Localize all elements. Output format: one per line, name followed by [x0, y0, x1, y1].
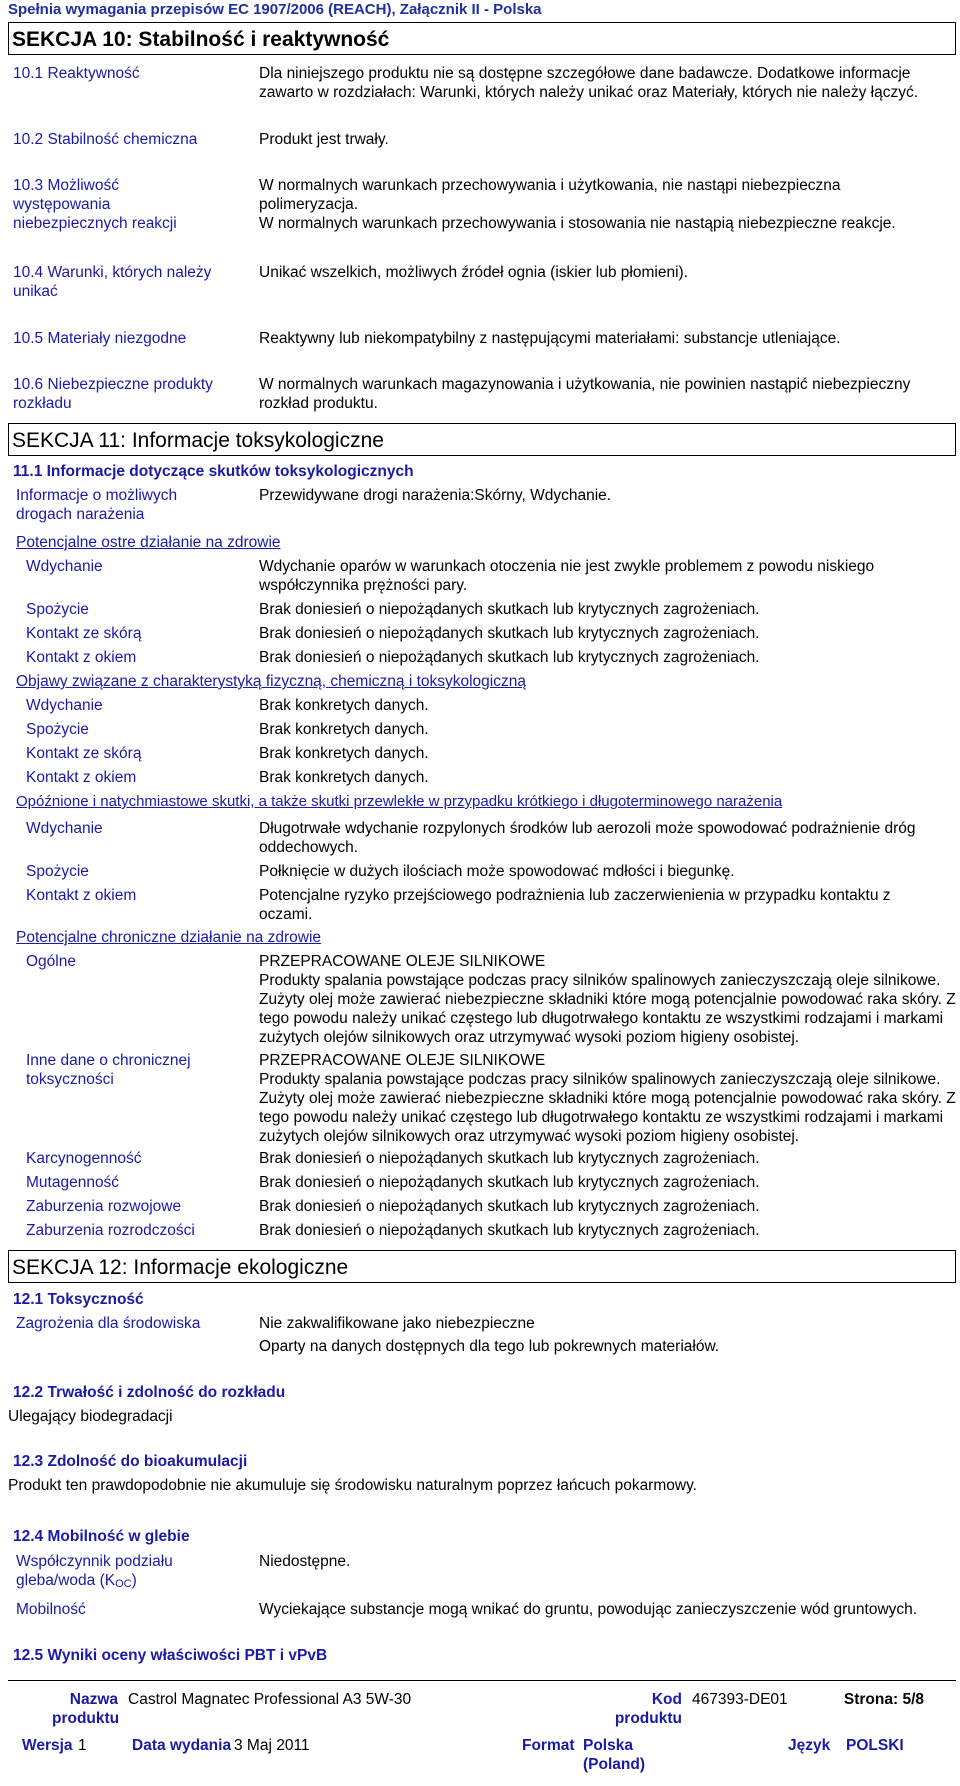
acute-skin-text: Brak doniesień o niepożądanych skutkach lub krytycznych zagrożeniach.	[259, 625, 760, 642]
chronic-effects-title: Potencjalne chroniczne działanie na zdrowie	[16, 929, 322, 946]
persistence-subheading: 12.2 Trwałość i zdolność do rozkładu	[13, 1384, 286, 1401]
developmental-effects-text: Brak doniesień o niepożądanych skutkach lub krytycznych zagrożeniach.	[259, 1198, 760, 1215]
mobility-label: Mobilność	[16, 1601, 86, 1618]
koc-text: Niedostępne.	[259, 1553, 351, 1570]
mobility-text: Wyciekające substancje mogą wnikać do gruntu, powodując zanieczyszczenie wód gruntowych.	[259, 1601, 918, 1618]
persistence-text: Ulegający biodegradacji	[8, 1408, 173, 1425]
acute-ingestion-label: Spożycie	[26, 601, 89, 618]
fertility-effects-label: Zaburzenia rozrodczości	[26, 1222, 195, 1239]
bioaccumulation-subheading: 12.3 Zdolność do bioakumulacji	[13, 1453, 248, 1470]
footer-product-code: 467393-DE01	[692, 1691, 788, 1708]
conditions-to-avoid-text: Unikać wszelkich, możliwych źródeł ognia (iskier lub płomieni).	[259, 264, 688, 281]
footer-version-label: Wersja	[22, 1737, 73, 1754]
delayed-ingestion-text: Połknięcie w dużych ilościach może spowodować mdłości i biegunkę.	[259, 863, 735, 880]
mutagenicity-text: Brak doniesień o niepożądanych skutkach lub krytycznych zagrożeniach.	[259, 1174, 760, 1191]
symptoms-eye-label: Kontakt z okiem	[26, 769, 137, 786]
environmental-hazards-label: Zagrożenia dla środowiska	[16, 1315, 201, 1332]
footer-language: POLSKI	[846, 1737, 904, 1754]
delayed-eye-label: Kontakt z okiem	[26, 887, 137, 904]
symptoms-ingestion-label: Spożycie	[26, 721, 89, 738]
hazardous-reactions-text-1: W normalnych warunkach przechowywania i użytkowania, nie nastąpi niebezpieczna polimeryzacja.	[259, 177, 841, 213]
footer-page-number: Strona: 5/8	[843, 1691, 924, 1708]
acute-skin-label: Kontakt ze skórą	[26, 625, 142, 642]
chronic-general-heading: PRZEPRACOWANE OLEJE SILNIKOWE	[259, 953, 546, 970]
symptoms-skin-label: Kontakt ze skórą	[26, 745, 142, 762]
acute-inhalation-label: Wdychanie	[26, 558, 103, 575]
soil-mobility-subheading: 12.4 Mobilność w glebie	[13, 1528, 190, 1545]
stability-text: Produkt jest trwały.	[259, 131, 389, 148]
environmental-hazards-text-2: Oparty na danych dostępnych dla tego lub pokrewnych materiałów.	[259, 1338, 720, 1355]
symptoms-title: Objawy związane z charakterystyką fizyczną, chemiczną i toksykologiczną	[16, 673, 526, 690]
stability-label: 10.2 Stabilność chemiczna	[13, 131, 198, 148]
document-header: Spełnia wymagania przepisów EC 1907/2006 (REACH), Załącznik II - Polska	[8, 1, 542, 18]
footer-date: 3 Maj 2011	[234, 1737, 310, 1754]
mutagenicity-label: Mutagenność	[26, 1174, 120, 1191]
carcinogenicity-label: Karcynogenność	[26, 1150, 142, 1167]
decomposition-products-text: W normalnych warunkach magazynowania i użytkowania, nie powinien nastąpić niebezpieczny rozkład produktu.	[259, 376, 911, 412]
footer-product-name-label: Nazwa produktu	[52, 1691, 120, 1727]
footer-version: 1	[78, 1737, 87, 1754]
delayed-effects-title: Opóźnione i natychmiastowe skutki, a także skutki przewlekłe w przypadku krótkiego i długoterminowego narażenia	[16, 793, 783, 810]
footer-date-label: Data wydania	[132, 1737, 232, 1754]
footer-language-label: Język	[788, 1737, 831, 1754]
hazardous-reactions-label: 10.3 Możliwość występowania niebezpiecznych reakcji	[13, 177, 177, 232]
reactivity-text: Dla niniejszego produktu nie są dostępne szczegółowe dane badawcze. Dodatkowe informacje zawarto w rozdziałach: Warunki, których należy unikać oraz Materiały, których nie należy łączyć.	[259, 65, 918, 101]
footer-product-code-label: Kod produktu	[614, 1691, 682, 1727]
footer-format: Polska (Poland)	[583, 1737, 645, 1773]
toxicity-subheading: 12.1 Toksyczność	[13, 1291, 144, 1308]
symptoms-ingestion-text: Brak konkretych danych.	[259, 721, 429, 738]
exposure-routes-text: Przewidywane drogi narażenia:Skórny, Wdychanie.	[259, 487, 612, 504]
footer-divider	[8, 1680, 956, 1681]
hazardous-reactions-text-2: W normalnych warunkach przechowywania i stosowania nie nastąpią niebezpieczne reakcje.	[259, 215, 896, 232]
delayed-inhalation-text: Długotrwałe wdychanie rozpylonych środków lub aerozoli może spowodować podrażnienie dróg oddechowych.	[259, 820, 916, 856]
chronic-other-heading: PRZEPRACOWANE OLEJE SILNIKOWE	[259, 1052, 546, 1069]
symptoms-inhalation-label: Wdychanie	[26, 697, 103, 714]
acute-effects-title: Potencjalne ostre działanie na zdrowie	[16, 534, 281, 551]
symptoms-eye-text: Brak konkretych danych.	[259, 769, 429, 786]
acute-eye-label: Kontakt z okiem	[26, 649, 137, 666]
incompatible-materials-label: 10.5 Materiały niezgodne	[13, 330, 187, 347]
delayed-inhalation-label: Wdychanie	[26, 820, 103, 837]
developmental-effects-label: Zaburzenia rozwojowe	[26, 1198, 182, 1215]
carcinogenicity-text: Brak doniesień o niepożądanych skutkach lub krytycznych zagrożeniach.	[259, 1150, 760, 1167]
section-10-title: SEKCJA 10: Stabilność i reaktywność	[8, 22, 956, 55]
footer-format-label: Format	[522, 1737, 575, 1754]
acute-inhalation-text: Wdychanie oparów w warunkach otoczenia nie jest zwykle problemem z powodu niskiego współczynnika prężności pary.	[259, 558, 875, 594]
conditions-to-avoid-label: 10.4 Warunki, których należy unikać	[13, 264, 212, 300]
fertility-effects-text: Brak doniesień o niepożądanych skutkach lub krytycznych zagrożeniach.	[259, 1222, 760, 1239]
section-11-title: SEKCJA 11: Informacje toksykologiczne	[8, 423, 956, 456]
bioaccumulation-text: Produkt ten prawdopodobnie nie akumuluje się środowisku naturalnym poprzez łańcuch pokarmowy.	[8, 1477, 697, 1494]
chronic-general-label: Ogólne	[26, 953, 76, 970]
chronic-other-label: Inne dane o chronicznej toksyczności	[26, 1052, 191, 1088]
incompatible-materials-text: Reaktywny lub niekompatybilny z następującymi materiałami: substancje utleniające.	[259, 330, 841, 347]
delayed-eye-text: Potencjalne ryzyko przejściowego podrażnienia lub zaczerwienienia w przypadku kontaktu z oczami.	[259, 887, 891, 923]
decomposition-products-label: 10.6 Niebezpieczne produkty rozkładu	[13, 376, 213, 412]
symptoms-inhalation-text: Brak konkretych danych.	[259, 697, 429, 714]
footer-product-name: Castrol Magnatec Professional A3 5W-30	[128, 1691, 412, 1708]
environmental-hazards-text-1: Nie zakwalifikowane jako niebezpieczne	[259, 1315, 535, 1332]
acute-eye-text: Brak doniesień o niepożądanych skutkach lub krytycznych zagrożeniach.	[259, 649, 760, 666]
koc-label: Współczynnik podziału gleba/woda (KOC)	[16, 1553, 173, 1590]
section-12-title: SEKCJA 12: Informacje ekologiczne	[8, 1250, 956, 1283]
chronic-general-text: Produkty spalania powstające podczas pracy silników spalinowych zanieczyszczają oleje silnikowe. Zużyty olej może zawierać niebezpieczne składniki które mogą potencjalnie powodować raka skóry. Z tego powodu należy unikać częstego lub długotrwałego kontaktu ze wszystkimi rodzajami i markami zużytych olejów silnikowych oraz utrzymywać wysoki poziom higieny osobistej.	[259, 972, 956, 1046]
acute-ingestion-text: Brak doniesień o niepożądanych skutkach lub krytycznych zagrożeniach.	[259, 601, 760, 618]
exposure-routes-label: Informacje o możliwych drogach narażenia	[16, 487, 178, 523]
toxicology-subheading: 11.1 Informacje dotyczące skutków toksykologicznych	[13, 463, 414, 480]
chronic-other-text: Produkty spalania powstające podczas pracy silników spalinowych zanieczyszczają oleje silnikowe. Zużyty olej może zawierać niebezpieczne składniki które mogą potencjalnie powodować raka skóry. Z tego powodu należy unikać częstego lub długotrwałego kontaktu ze wszystkimi rodzajami i markami zużytych olejów silnikowych oraz utrzymywać wysoki poziom higieny osobistej.	[259, 1071, 956, 1145]
delayed-ingestion-label: Spożycie	[26, 863, 89, 880]
pbt-subheading: 12.5 Wyniki oceny właściwości PBT i vPvB	[13, 1647, 328, 1664]
symptoms-skin-text: Brak konkretych danych.	[259, 745, 429, 762]
reactivity-label: 10.1 Reaktywność	[13, 65, 140, 82]
